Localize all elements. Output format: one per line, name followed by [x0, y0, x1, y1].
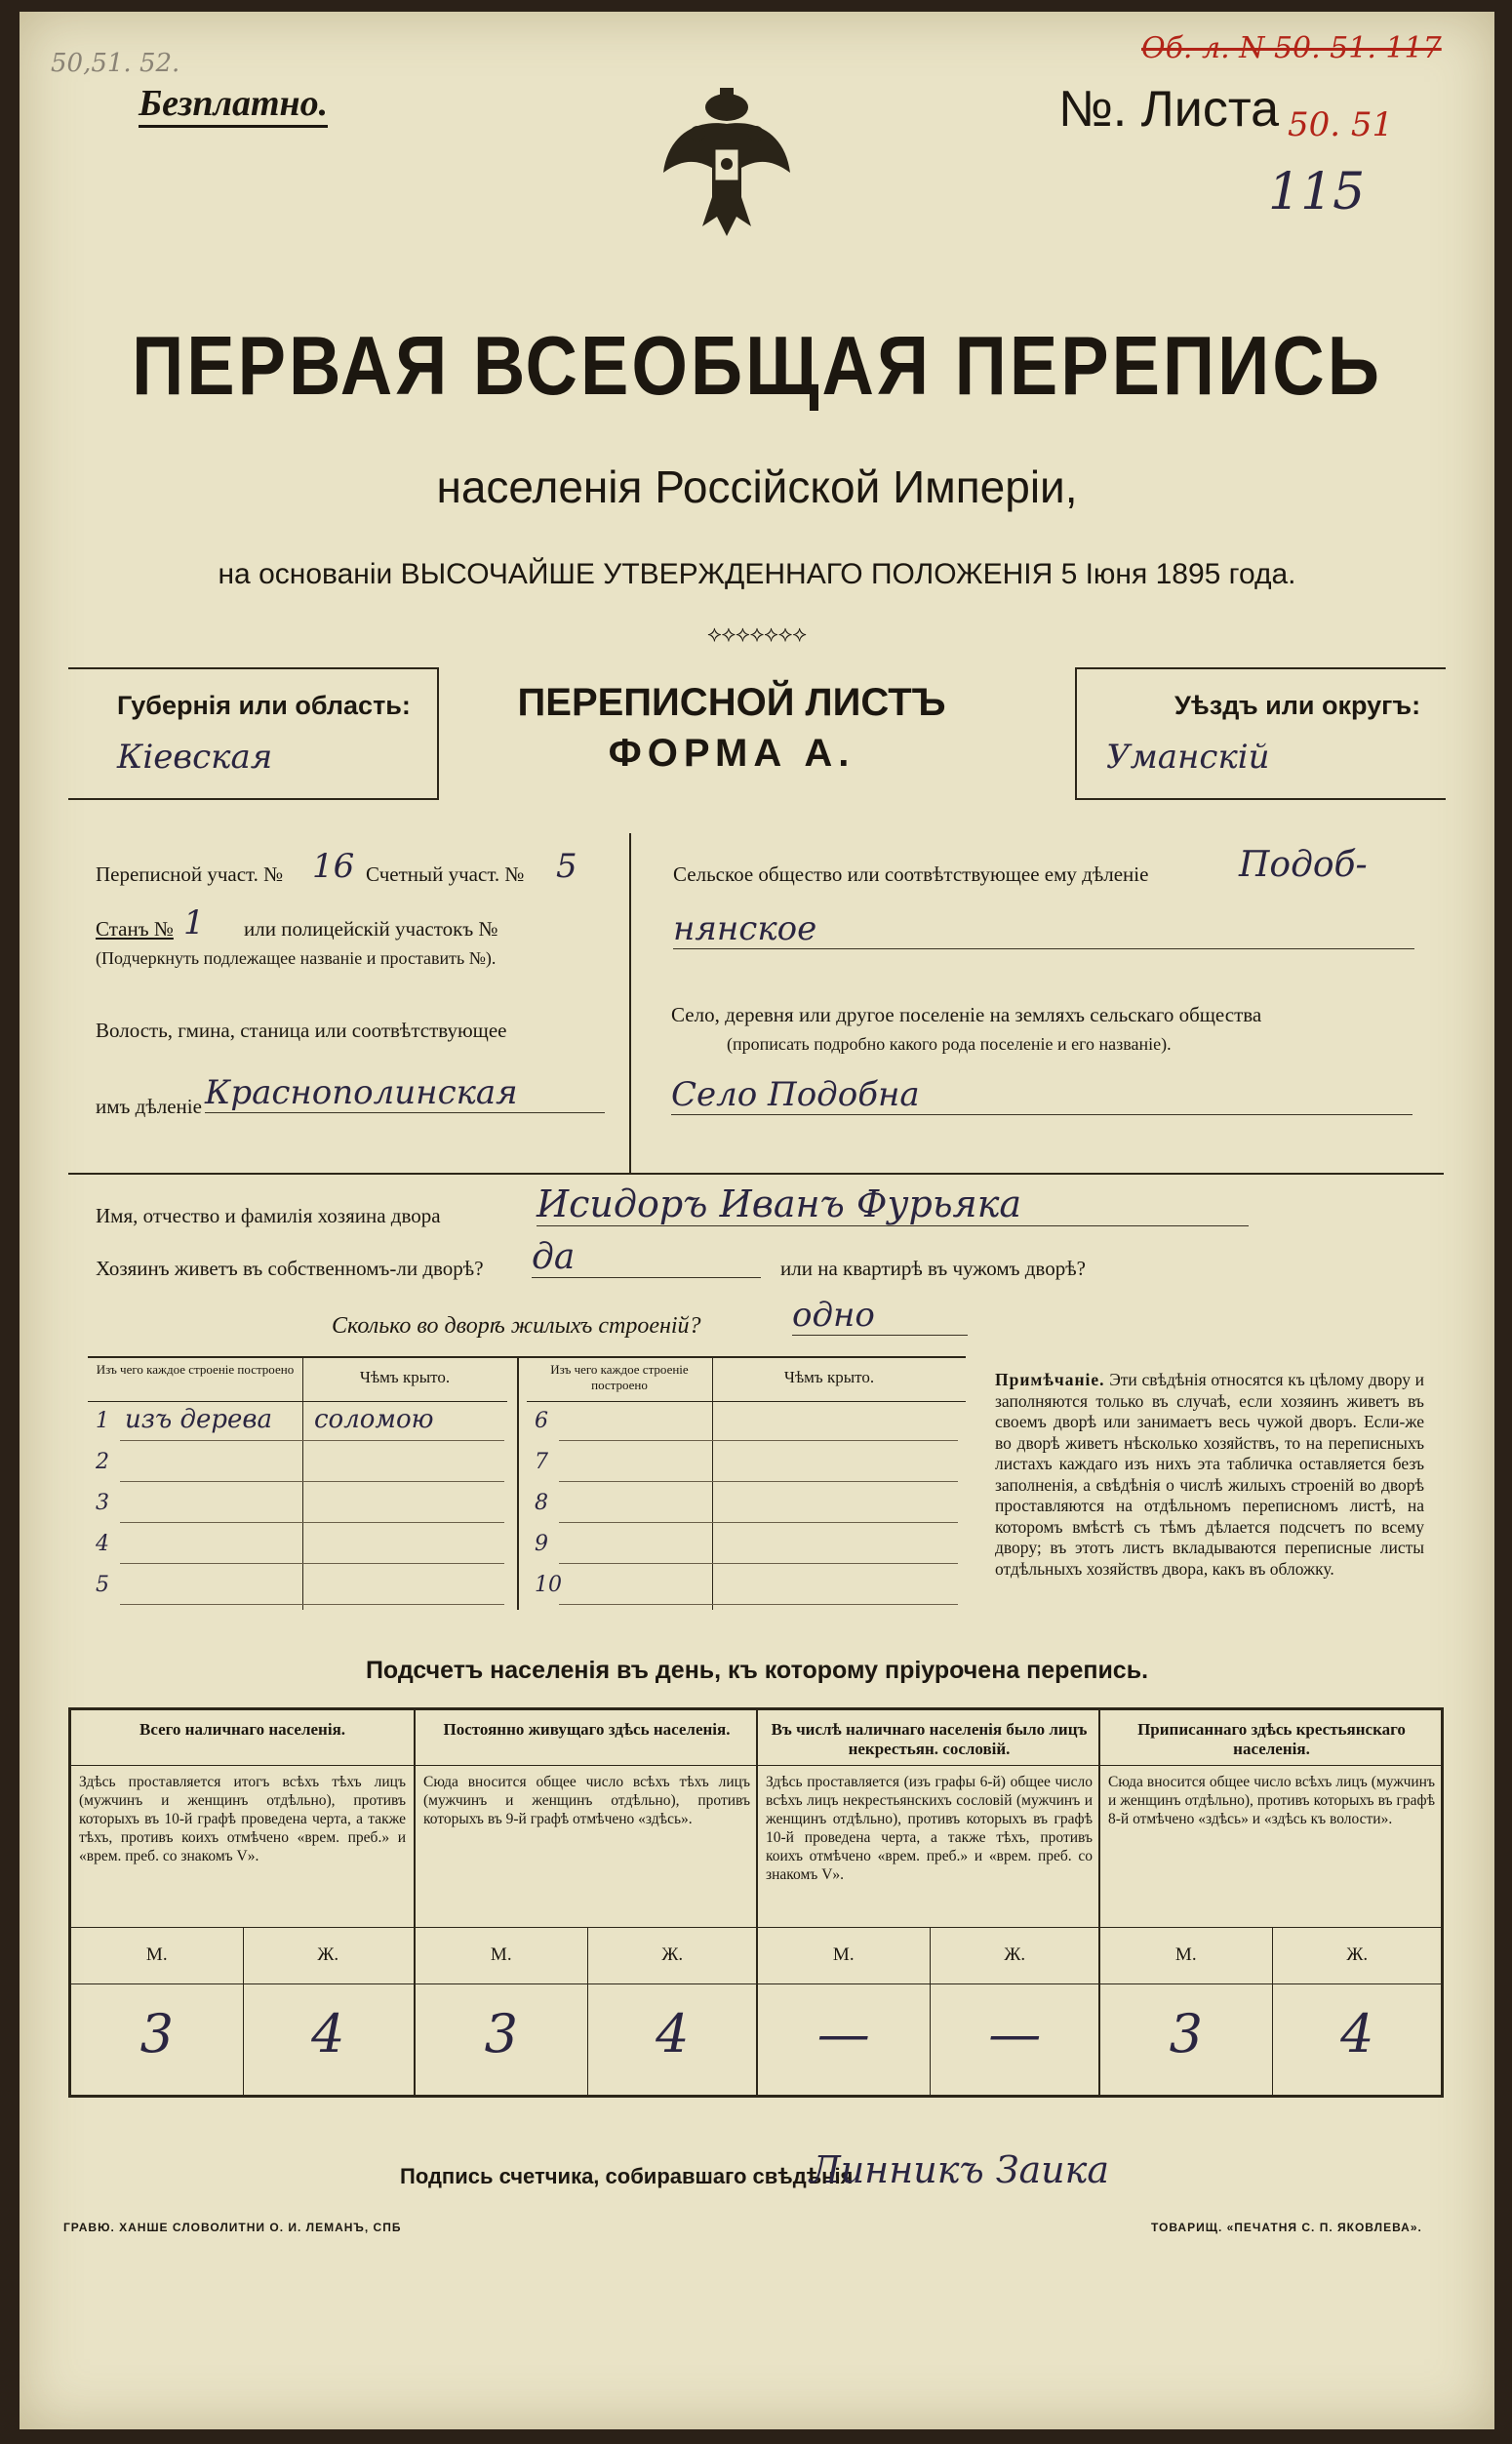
- signature-value: Линникъ Заика: [810, 2148, 1109, 2191]
- male-count: 3: [484, 2003, 518, 2064]
- female-count: 4: [656, 2003, 690, 2064]
- building-row-line: [559, 1604, 958, 1605]
- male-label: М.: [490, 1944, 512, 1965]
- sheet-no-label: №. Листа: [1058, 81, 1280, 138]
- uezd-label: Уѣздъ или округъ:: [1174, 691, 1421, 720]
- basis-line: на основаніи ВЫСОЧАЙШЕ УТВЕРЖДЕННАГО ПОЛОЖЕНІЯ 5 Іюня 1895 года.: [218, 558, 1296, 590]
- form-title: ФОРМА А.: [608, 732, 855, 775]
- male-count: 3: [139, 2003, 174, 2064]
- male-label: М.: [832, 1944, 855, 1965]
- printer-right: ТОВАРИЩ. «ПЕЧАТНЯ С. П. ЯКОВЛЕВА».: [1151, 2221, 1422, 2234]
- building-row-number: 2: [96, 1450, 109, 1474]
- col-sep-2: [712, 1358, 713, 1610]
- list-title: ПЕРЕПИСНОЙ ЛИСТЪ: [517, 681, 946, 724]
- count-col-desc: Здѣсь проставляется (изъ графы 6-й) общее число всѣхъ лицъ некрестьянскихъ сословій (мужчинъ и женщинъ отдѣльно), противъ которыхъ въ графѣ 10-й проведена черта, а также тѣхъ, противъ коихъ отмѣчено «врем. преб.» и «врем. преб. со знакомъ V».: [766, 1774, 1093, 1883]
- society-value-2: нянское: [673, 909, 1414, 949]
- count-title-line: [1100, 1765, 1443, 1766]
- col-roof-head-2: Чѣмъ крыто.: [783, 1368, 875, 1386]
- stan-value: 1: [183, 903, 205, 942]
- uezd-value: Уманскій: [1106, 738, 1270, 777]
- count-title-line: [71, 1765, 414, 1766]
- col-material-head-2: Изъ чего каждое строеніе построено: [550, 1362, 689, 1392]
- count-column: [756, 1710, 1098, 2095]
- building-row-number: 8: [535, 1491, 548, 1515]
- female-label: Ж.: [661, 1944, 684, 1965]
- half-sep: [517, 1358, 519, 1610]
- division-value: Краснополинская: [205, 1073, 605, 1113]
- count-col-desc: Сюда вносится общее число всѣхъ тѣхъ лицъ (мужчинъ и женщинъ отдѣльно), противъ которыхъ въ 9-й графѣ отмѣчено «здѣсь».: [423, 1774, 750, 1827]
- count-area-label: Счетный участ. №: [366, 862, 525, 886]
- count-column: [1098, 1710, 1441, 2095]
- col-material-head: Изъ чего каждое строеніе построено: [96, 1362, 295, 1377]
- count-table: [68, 1707, 1444, 2098]
- form-header: [68, 667, 1444, 796]
- col-roof-head: Чѣмъ крыто.: [359, 1368, 451, 1386]
- buildings-table: [88, 1356, 966, 1622]
- building-row-line: [559, 1522, 958, 1523]
- count-col-title: Всего наличнаго населенія.: [139, 1720, 346, 1739]
- census-sheet: [20, 12, 1494, 2429]
- building-row-line: [120, 1604, 504, 1605]
- count-col-title: Постоянно живущаго здѣсь населенія.: [443, 1720, 731, 1739]
- male-count: —: [816, 2003, 870, 2064]
- building-row-line: [559, 1563, 958, 1564]
- building-row-line: [120, 1481, 504, 1482]
- count-mf-line: [1100, 1983, 1443, 1984]
- male-label: М.: [1174, 1944, 1197, 1965]
- female-count: —: [988, 2003, 1042, 2064]
- society-label: Сельское общество или соотвѣтствующее ему дѣленіе: [673, 862, 1149, 886]
- census-area-label: Переписной участ. №: [96, 862, 284, 886]
- own-yard-value: да: [532, 1237, 761, 1278]
- signature-label: Подпись счетчика, собиравшаго свѣдѣнія: [400, 2164, 854, 2188]
- male-label: М.: [145, 1944, 168, 1965]
- building-row-line: [559, 1440, 958, 1441]
- vertical-divider: [629, 833, 631, 1173]
- uezd-box: [1075, 667, 1446, 800]
- census-area-value: 16: [312, 847, 355, 886]
- note-title: Примѣчаніе.: [995, 1370, 1105, 1389]
- building-row-number: 5: [96, 1573, 109, 1597]
- building-row-number: 7: [535, 1450, 548, 1474]
- imperial-eagle-icon: [658, 80, 795, 246]
- head-line-2: [527, 1401, 966, 1402]
- buildings-label: Сколько во дворѣ жилыхъ строеній?: [332, 1313, 701, 1339]
- count-mf-line: [416, 1983, 758, 1984]
- gubernia-label: Губернія или область:: [117, 691, 411, 720]
- location-fields: [68, 812, 1444, 1175]
- ornament-divider: ⟡⟡⟡⟡⟡⟡⟡: [707, 621, 807, 646]
- owner-name-value: Исидоръ Иванъ Фурьяка: [537, 1182, 1249, 1226]
- count-column: [414, 1710, 756, 2095]
- note: [995, 1370, 1424, 1580]
- underline-note: (Подчеркнуть подлежащее названіе и проставить №).: [96, 948, 497, 968]
- pencil-note: 50,51. 52.: [51, 49, 180, 78]
- building-row-number: 3: [96, 1491, 109, 1515]
- count-title-line: [416, 1765, 758, 1766]
- printer-left: ГРАВЮ. ХАНШЕ СЛОВОЛИТНИ О. И. ЛЕМАНЪ, СПБ: [63, 2221, 402, 2234]
- building-row-line: [120, 1440, 504, 1441]
- count-mf-line: [71, 1983, 414, 1984]
- count-col-title: Приписаннаго здѣсь крестьянскаго населенія.: [1137, 1720, 1406, 1758]
- society-value-1: Подоб-: [1239, 845, 1368, 885]
- male-count: 3: [1169, 2003, 1203, 2064]
- gubernia-box: [68, 667, 439, 800]
- volost-label: Волость, гмина, станица или соотвѣтствующее: [96, 1019, 507, 1042]
- division-label: имъ дѣленіе: [96, 1095, 202, 1118]
- building-roof: соломою: [314, 1405, 434, 1434]
- female-label: Ж.: [1346, 1944, 1369, 1965]
- building-row-line: [120, 1563, 504, 1564]
- rented-label: или на квартирѣ въ чужомъ дворѣ?: [780, 1257, 1086, 1280]
- village-note: (прописать подробно какого рода поселеніе и его названіе).: [727, 1034, 1172, 1054]
- count-col-title: Въ числѣ наличнаго населенія было лицъ некрестьян. сословій.: [771, 1720, 1088, 1758]
- free-label: Безплатно.: [139, 82, 328, 128]
- col-sep: [302, 1358, 303, 1610]
- village-value: Село Подобна: [671, 1075, 1413, 1115]
- building-row-number: 4: [96, 1532, 109, 1556]
- count-col-desc: Сюда вносится общее число всѣхъ лицъ (мужчинъ и женщинъ отдѣльно), противъ которыхъ въ графѣ 8-й отмѣчено «здѣсь» и «здѣсь къ волости».: [1108, 1774, 1435, 1827]
- building-row-number: 1: [96, 1409, 109, 1433]
- owner-name-label: Имя, отчество и фамилія хозяина двора: [96, 1204, 441, 1227]
- archive-ref: Об. л. N 50. 51. 117: [1141, 31, 1442, 65]
- own-yard-label: Хозяинъ живетъ въ собственномъ-ли дворѣ?: [96, 1257, 484, 1280]
- building-row-number: 9: [535, 1532, 548, 1556]
- female-label: Ж.: [1004, 1944, 1026, 1965]
- building-row-line: [120, 1522, 504, 1523]
- count-area-value: 5: [556, 847, 577, 886]
- female-count: 4: [311, 2003, 345, 2064]
- count-column: [71, 1710, 414, 2095]
- subtitle: населенія Россійской Имперіи,: [436, 461, 1078, 512]
- building-row-number: 10: [535, 1573, 562, 1597]
- female-label: Ж.: [317, 1944, 339, 1965]
- building-material: изъ дерева: [125, 1405, 273, 1434]
- head-line: [88, 1401, 507, 1402]
- buildings-value: одно: [792, 1296, 968, 1336]
- note-text: Эти свѣдѣнія относятся къ цѣлому двору и заполняются только въ случаѣ, если хозяинъ живетъ въ своемъ дворѣ или занимаетъ весь чужой дворъ. Если-же во дворѣ живетъ нѣсколько хозяйствъ, то на переписныхъ листахъ каждаго изъ нихъ эта табличка оставляется безъ заполненія, а свѣдѣнія о числѣ жилыхъ строеній во дворѣ проставляются на отдѣльномъ переписномъ листѣ, на которомъ вмѣстѣ съ тѣмъ дѣлается подсчетъ по всему двору; въ этотъ листъ вкладываются переписные листы отдѣльныхъ хозяйствъ двора, какъ въ обложку.: [995, 1370, 1425, 1579]
- sheet-no-printed: 50. 51: [1288, 105, 1394, 144]
- building-row-number: 6: [535, 1409, 548, 1433]
- building-row-line: [559, 1481, 958, 1482]
- village-label: Село, деревня или другое поселеніе на земляхъ сельскаго общества: [671, 1003, 1262, 1026]
- stan-label: Станъ №: [96, 917, 174, 941]
- count-mf-line: [758, 1983, 1100, 1984]
- gubernia-value: Кіевская: [117, 738, 273, 777]
- police-label: или полицейскій участокъ №: [244, 917, 498, 941]
- main-title: ПЕРВАЯ ВСЕОБЩАЯ ПЕРЕПИСЬ: [132, 318, 1382, 413]
- count-col-desc: Здѣсь проставляется итогъ всѣхъ тѣхъ лицъ (мужчинъ и женщинъ отдѣльно), противъ которыхъ въ 10-й графѣ проведена черта, а также тѣхъ, противъ коихъ отмѣчено «врем. преб.» и «врем. преб. со знакомъ V».: [79, 1774, 406, 1864]
- female-count: 4: [1340, 2003, 1374, 2064]
- count-heading: Подсчетъ населенія въ день, къ которому пріурочена перепись.: [365, 1657, 1149, 1684]
- count-title-line: [758, 1765, 1100, 1766]
- sheet-no-hand: 115: [1268, 163, 1366, 221]
